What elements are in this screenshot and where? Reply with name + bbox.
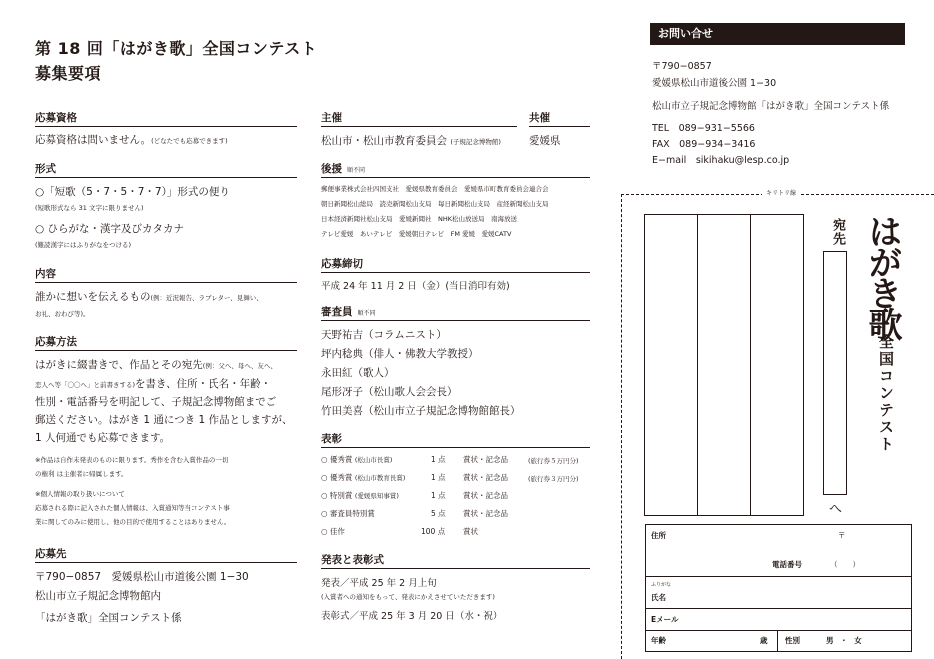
eligibility-heading: 応募資格	[35, 112, 77, 124]
page-title: 第 18 回「はがき歌」全国コンテスト	[35, 39, 318, 58]
address-heading: 応募先	[35, 548, 67, 560]
announcement-heading: 発表と表彰式	[321, 554, 384, 566]
divider	[321, 126, 517, 127]
organizer-heading: 主催	[321, 112, 342, 124]
phone-input[interactable]: （ ）	[830, 560, 860, 569]
method-line-1: はがきに綴書きで、作品とその宛先(例：父へ、母へ、友へ、	[35, 359, 277, 371]
contact-tel: TEL 089−931−5566	[652, 123, 755, 134]
award-count: 1 点	[431, 455, 446, 464]
cut-line-label: キリトリ線	[762, 188, 800, 197]
organizer-text: 松山市・松山市教育委員会 (子規記念博物館)	[321, 135, 501, 147]
divider	[35, 282, 297, 283]
content-line-2: お礼、おわび等)。	[35, 310, 90, 318]
method-line-3: 性別・電話番号を明記して、子規記念博物館までご	[35, 396, 277, 408]
support-line-3: 日本経済新聞社松山支局 愛媛新聞社 NHK松山放送局 南海放送	[321, 215, 518, 223]
divider	[321, 320, 590, 321]
email-label: Eメール	[651, 615, 679, 624]
method-note-2a: ※個人情報の取り扱いについて	[35, 490, 125, 498]
page-subtitle: 募集要項	[35, 64, 102, 83]
age-unit: 歳	[760, 636, 768, 645]
award-count: 1 点	[431, 491, 446, 500]
judge-item: 尾形冴子（松山歌人会会長）	[321, 386, 458, 398]
method-line-5: 1 人何通でも応募できます。	[35, 432, 171, 444]
writing-area[interactable]	[644, 214, 804, 516]
method-note-2b: 応募される際に記入された個人情報は、入賞通知等当コンテスト事	[35, 504, 230, 512]
eligibility-text: 応募資格は問いません。(どなたでも応募できます)	[35, 134, 228, 146]
format-item-2: ○ ひらがな・漢字及びカタカナ	[35, 223, 184, 235]
award-prize: 賞状・記念品	[463, 509, 508, 518]
award-name: ○ 特別賞 (愛媛県知事賞)	[321, 491, 399, 500]
addressee-suffix: へ	[829, 502, 843, 517]
award-count: 1 点	[431, 473, 446, 482]
cosponsor-heading: 共催	[529, 112, 550, 124]
divider	[321, 272, 590, 273]
award-name: ○ 佳作	[321, 527, 345, 536]
support-heading: 後援 順不同	[321, 163, 366, 175]
logo-subtitle: 全国コンテスト	[877, 334, 895, 453]
method-heading: 応募方法	[35, 336, 77, 348]
deadline-heading: 応募締切	[321, 258, 363, 270]
method-note-2c: 業に関してのみに使用し、他の目的で使用することはありません。	[35, 518, 231, 526]
method-note-1b: の権利 は主催者に帰属します。	[35, 470, 128, 478]
support-line-4: テレビ愛媛 あいテレビ 愛媛朝日テレビ FM 愛媛 愛媛CATV	[321, 230, 512, 238]
announcement-note: (入賞者への通知をもって、発表にかえさせていただきます)	[321, 593, 495, 601]
announcement-line-1: 発表／平成 25 年 2 月上旬	[321, 578, 437, 589]
address-line-2: 松山市立子規記念博物館内	[35, 590, 161, 602]
award-count: 100 点	[421, 527, 446, 536]
age-input[interactable]	[680, 632, 756, 650]
cut-line-vertical	[621, 194, 622, 659]
postal-mark: 〒	[838, 531, 846, 540]
contact-fax: FAX 089−934−3416	[652, 139, 756, 150]
form-divider	[645, 608, 912, 609]
award-prize: 賞状	[463, 527, 478, 536]
content-heading: 内容	[35, 268, 56, 280]
email-input[interactable]	[700, 610, 910, 628]
method-note-1a: ※作品は自作未発表のものに限ります。秀作を含む入賞作品の一切	[35, 456, 229, 464]
contact-address: 愛媛県松山市道後公園 1−30	[652, 78, 777, 89]
divider	[35, 350, 297, 351]
form-divider	[777, 630, 778, 652]
gender-options[interactable]: 男 ・ 女	[826, 636, 862, 645]
format-note-2: (難読漢字にはふりがなをつける)	[35, 241, 132, 249]
award-name: ○ 優秀賞 (松山市教育長賞)	[321, 473, 406, 482]
award-count: 5 点	[431, 509, 446, 518]
award-name: ○ 審査員特別賞	[321, 509, 375, 518]
address-label: 住所	[651, 531, 666, 540]
judge-item: 天野祐吉（コラムニスト）	[321, 329, 447, 341]
award-note: (旅行券３万円分)	[528, 475, 579, 483]
announcement-line-2: 表彰式／平成 25 年 3 月 20 日（水・祝）	[321, 611, 503, 622]
award-prize: 賞状・記念品	[463, 491, 508, 500]
method-line-4: 郵送ください。はがき 1 通につき 1 作品としますが、	[35, 414, 293, 426]
divider	[321, 447, 590, 448]
name-label: 氏名	[651, 593, 666, 602]
deadline-text: 平成 24 年 11 月 2 日（金）(当日消印有効)	[321, 281, 510, 292]
contact-email[interactable]: E−mail sikihaku@lesp.co.jp	[652, 155, 790, 166]
award-prize: 賞状・記念品	[463, 455, 508, 464]
age-label: 年齢	[651, 636, 666, 645]
award-name: ○ 優秀賞 (松山市長賞)	[321, 455, 393, 464]
divider	[321, 177, 590, 178]
divider	[321, 568, 590, 569]
cosponsor-text: 愛媛県	[529, 135, 561, 147]
divider	[529, 126, 590, 127]
divider	[35, 177, 297, 178]
phone-label: 電話番号	[772, 560, 802, 569]
divider	[35, 562, 297, 563]
awards-heading: 表彰	[321, 433, 342, 445]
contact-office: 松山市立子規記念博物館「はがき歌」全国コンテスト係	[652, 101, 890, 112]
address-line-3: 「はがき歌」全国コンテスト係	[35, 612, 182, 624]
format-note-1: (短歌形式なら 31 文字に限りません)	[35, 204, 144, 212]
judges-heading: 審査員 順不同	[321, 306, 376, 318]
support-line-2: 朝日新聞松山総局 読売新聞松山支局 毎日新聞松山支局 産経新聞松山支局	[321, 200, 549, 208]
hagakiuta-logo: はがき歌	[862, 214, 902, 338]
judge-item: 竹田美喜（松山市立子規記念博物館館長）	[321, 405, 521, 417]
award-prize: 賞状・記念品	[463, 473, 508, 482]
judge-item: 永田紅（歌人）	[321, 367, 395, 379]
writing-column-divider	[750, 214, 751, 516]
contact-heading: お問い合せ	[650, 23, 905, 45]
addressee-label: 宛先	[830, 218, 845, 246]
address-line-1: 〒790−0857 愛媛県松山市道後公園 1−30	[35, 571, 249, 583]
method-line-2: 恋人へ等「〇〇へ」と前書きする)を書き、住所・氏名・年齢・	[35, 378, 272, 390]
divider	[35, 126, 297, 127]
form-divider	[645, 576, 912, 577]
format-heading: 形式	[35, 163, 56, 175]
addressee-input[interactable]	[823, 251, 847, 495]
judge-item: 坪内稔典（俳人・佛教大学教授）	[321, 348, 479, 360]
gender-label: 性別	[785, 636, 800, 645]
contact-postal: 〒790−0857	[652, 61, 712, 72]
format-item-1: ○「短歌（5・7・5・7・7）」形式の便り	[35, 186, 230, 198]
furigana-label: ふりがな	[651, 582, 672, 588]
name-input[interactable]	[690, 578, 910, 606]
award-note: (旅行券５万円分)	[528, 457, 579, 465]
support-line-1: 郵便事業株式会社四国支社 愛媛県教育委員会 愛媛県市町教育委員会連合会	[321, 185, 549, 193]
form-divider	[645, 630, 912, 631]
content-line-1: 誰かに想いを伝えるもの(例：近況報告、ラブレター、見舞い、	[35, 291, 263, 303]
writing-column-divider	[697, 214, 698, 516]
